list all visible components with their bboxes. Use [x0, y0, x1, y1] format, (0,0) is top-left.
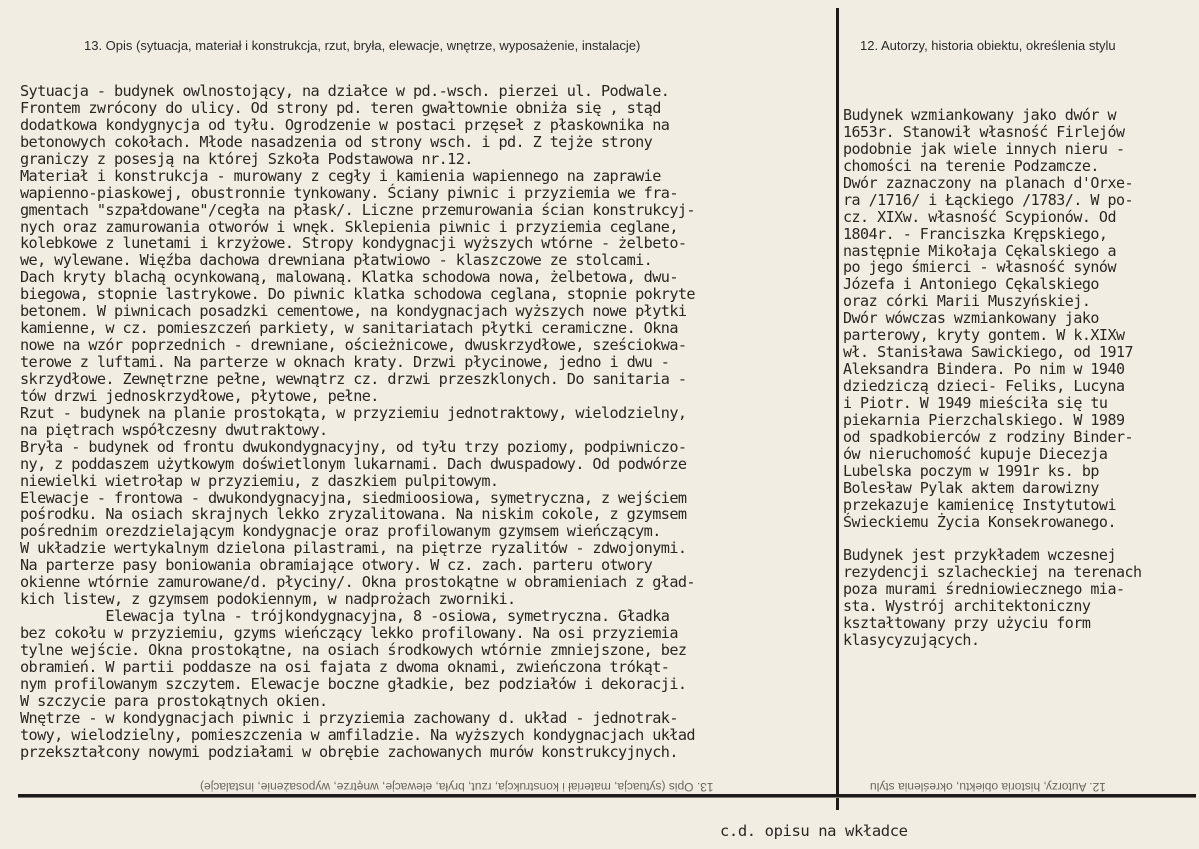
text-line: ny, z poddaszem użytkowym doświetlonym lukarnami. Dach dwuspadowy. Od podwórze: [20, 454, 687, 473]
text-line: dziedziczą dzieci- Feliks, Lucyna: [843, 377, 1125, 395]
text-line: gmentach "szpałdowane"/cegła na płask/. Liczne przemurowania ścian konstrukcyj-: [20, 200, 695, 219]
text-line: rezydencji szlacheckiej na terenach: [843, 563, 1142, 582]
text-line: kolebkowe z lunetami i krzyżowe. Stropy kondygnacji wyższych wtórne - żelbeto-: [20, 234, 687, 253]
text-line: towy, wielodzielny, pomieszczenia w amfiladzie. Na wyższych kondygnacjach układ: [20, 725, 695, 744]
text-line: [843, 530, 1142, 547]
text-line: klasycyzujących.: [843, 631, 980, 650]
description-header: 13. Opis (sytuacja, materiał i konstrukcja, rzut, bryła, elewacje, wnętrze, wyposażenie, instalacje): [84, 38, 641, 53]
text-line: Sytuacja - budynek owlnostojący, na działce w pd.-wsch. pierzei ul. Podwale.: [20, 82, 670, 100]
history-text: [843, 107, 1142, 649]
text-line: Na parterze pasy boniowania obramiające otwory. W cz. zach. parteru otwory: [20, 556, 653, 575]
text-line: oraz córki Marii Muszyńskiej.: [843, 292, 1091, 311]
text-line: ra /1716/ i Łąckiego /1783/. W po-: [843, 190, 1134, 209]
text-line: nym profilowanym szczytem. Elewacje boczne gładkie, bez podziałów i dekoracji.: [20, 674, 687, 693]
text-line: Elewacje - frontowa - dwukondygnacyjna, siedmioosiowa, symetryczna, z wejściem: [20, 488, 687, 507]
text-line: okienne wtórnie zamurowane/d. płyciny/. Okna prostokątne w obramieniach z gład-: [20, 573, 695, 592]
mirrored-header-right: 12. Autorzy, historia obiektu, określenia stylu: [870, 780, 1106, 794]
text-line: betonem. W piwnicach posadzki cementowe, na kondygnacjach wyższych nowe płytki: [20, 302, 687, 321]
text-line: niewielki wietrołap w przyziemiu, z daszkiem pulpitowym.: [20, 471, 499, 490]
text-line: sta. Wystrój architektoniczny: [843, 597, 1091, 616]
text-line: pośrednim orezdzielającym kondygnacje oraz profilowanym gzymsem wieńczącym.: [20, 522, 661, 541]
history-header: 12. Autorzy, historia obiektu, określenia stylu: [860, 38, 1116, 53]
text-line: terowe z luftami. Na parterze w oknach kraty. Drzwi płycinowe, jedno i dwu -: [20, 353, 670, 371]
text-line: W układzie wertykalnym dzielona pilastrami, na piętrze ryzalitów - zdwojonymi.: [20, 539, 687, 558]
text-line: parterowy, kryty gontem. W k.XIXw: [843, 326, 1125, 345]
text-line: Budynek wzmiankowany jako dwór w: [843, 106, 1116, 124]
text-line: tów drzwi jednoskrzydłowe, płytowe, pełne.: [20, 386, 379, 405]
text-line: przekazuje kamienicę Instytutowi: [843, 495, 1116, 514]
text-line: poza murami średniowiecznego mia-: [843, 580, 1125, 599]
continuation-note: c.d. opisu na wkładce: [720, 822, 908, 840]
text-line: 1804r. - Franciszka Krępskiego,: [843, 224, 1108, 243]
text-line: Józefa i Antoniego Cękalskiego: [843, 275, 1099, 294]
text-line: Dach kryty blachą ocynkowaną, malowaną. Klatka schodowa nowa, żelbetowa, dwu-: [20, 268, 678, 287]
text-line: betonowych cokołach. Młode nasadzenia od strony wsch. i pd. Z tejże strony: [20, 132, 653, 151]
text-line: wapienno-piaskowej, obustronnie tynkowany. Ściany piwnic i przyziemia we fra-: [20, 183, 678, 202]
text-line: Dwór wówczas wzmiankowany jako: [843, 309, 1099, 328]
text-line: pośrodku. Na osiach skrajnych lekko zryzalitowana. Na niskim cokole, z gzymsem: [20, 505, 687, 524]
column-divider: [836, 8, 839, 810]
text-line: Budynek jest przykładem wczesnej: [843, 546, 1116, 565]
text-line: bez cokołu w przyziemiu, gzyms wieńczący lekko profilowany. Na osi przyziemia: [20, 624, 678, 642]
text-line: Aleksandra Bindera. Po nim w 1940: [843, 360, 1125, 379]
text-line: 1653r. Stanowił własność Firlejów: [843, 122, 1125, 141]
text-line: dodatkowa kondygnycja od tyłu. Ogrodzenie w postaci przęseł z płaskownika na: [20, 115, 670, 134]
text-line: chomości na terenie Podzamcze.: [843, 156, 1099, 175]
text-line: następnie Mikołaja Cękalskiego a: [843, 241, 1116, 260]
text-line: Bryła - budynek od frontu dwukondygnacyjny, od tyłu trzy poziomy, podpiwniczo-: [20, 437, 687, 456]
text-line: i Piotr. W 1949 mieściła się tu: [843, 393, 1108, 412]
text-line: skrzydłowe. Zewnętrzne pełne, wewnątrz cz. drzwi przeszklonych. Do sanitaria -: [20, 369, 687, 388]
text-line: przekształcony nowymi podziałami w obrębie zachowanych murów konstrukcyjnych.: [20, 742, 678, 761]
text-line: podobnie jak wiele innych nieru -: [843, 139, 1125, 158]
text-line: Dwór zaznaczony na planach d'Orxe-: [843, 173, 1134, 192]
text-line: Lubelska poczym w 1991r ks. bp: [843, 461, 1099, 480]
text-line: kształtowany przy użyciu form: [843, 614, 1091, 633]
text-line: Materiał i konstrukcja - murowany z cegły i kamienia wapiennego na zaprawie: [20, 166, 661, 185]
text-line: graniczy z posesją na której Szkoła Podstawowa nr.12.: [20, 149, 473, 168]
text-line: Rzut - budynek na planie prostokąta, w przyziemiu jednotraktowy, wielodzielny,: [20, 403, 687, 422]
text-line: nych oraz zamurowania otworów i wnęk. Sklepienia piwnic i przyziemia ceglane,: [20, 217, 678, 236]
text-line: kamienne, w cz. pomieszczeń parkiety, w sanitariatach płytki ceramiczne. Okna: [20, 319, 678, 338]
text-line: Bolesław Pylak aktem darowizny: [843, 478, 1099, 497]
text-line: tylne wejście. Okna prostokątne, na osiach środkowych wtórnie zmniejszone, bez: [20, 640, 687, 659]
text-line: od spadkobierców z rodziny Binder-: [843, 427, 1134, 446]
text-line: cz. XIXw. własność Scypionów. Od: [843, 207, 1116, 226]
text-line: po jego śmierci - własność synów: [843, 258, 1116, 277]
text-line: Wnętrze - w kondygnacjach piwnic i przyziemia zachowany d. układ - jednotrak-: [20, 708, 678, 727]
text-line: ów nieruchomość kupuje Diecezja: [843, 444, 1108, 463]
text-line: we, wylewane. Więźba dachowa drewniana płatwiowo - klaszczowe ze stolcami.: [20, 251, 653, 270]
text-line: obramień. W partii poddasze na osi fajata z dwoma oknami, zwieńczona trókąt-: [20, 657, 670, 676]
text-line: Świeckiemu Życia Konsekrowanego.: [843, 512, 1116, 531]
text-line: kich listew, z gzymsem podokiennym, w nadprożach zworniki.: [20, 590, 516, 609]
text-line: Elewacja tylna - trójkondygnacyjna, 8 -osiowa, symetryczna. Gładka: [20, 607, 670, 626]
mirrored-header-left: 13. Opis (sytuacja, materiał i konstrukcja, rzut, bryła, elewacje, wnętrze, wyposażenie, instalacje): [200, 780, 714, 794]
text-line: Frontem zwrócony do ulicy. Od strony pd. teren gwałtownie obniża się , stąd: [20, 98, 661, 117]
text-line: na piętrach współczesny dwutraktowy.: [20, 420, 328, 439]
text-line: wł. Stanisława Sawickiego, od 1917: [843, 343, 1134, 362]
description-text: [20, 83, 695, 761]
text-line: nowe na wzór poprzednich - drewniane, ościeżnicowe, dwuskrzydłowe, sześciokwa-: [20, 336, 687, 355]
bottom-rule-thin: [18, 797, 1196, 798]
text-line: piekarnia Pierzchalskiego. W 1989: [843, 410, 1125, 429]
text-line: W szczycie para prostokątnych okien.: [20, 691, 328, 710]
text-line: biegowa, stopnie lastrykowe. Do piwnic klatka schodowa ceglana, stopnie pokryte: [20, 285, 695, 304]
